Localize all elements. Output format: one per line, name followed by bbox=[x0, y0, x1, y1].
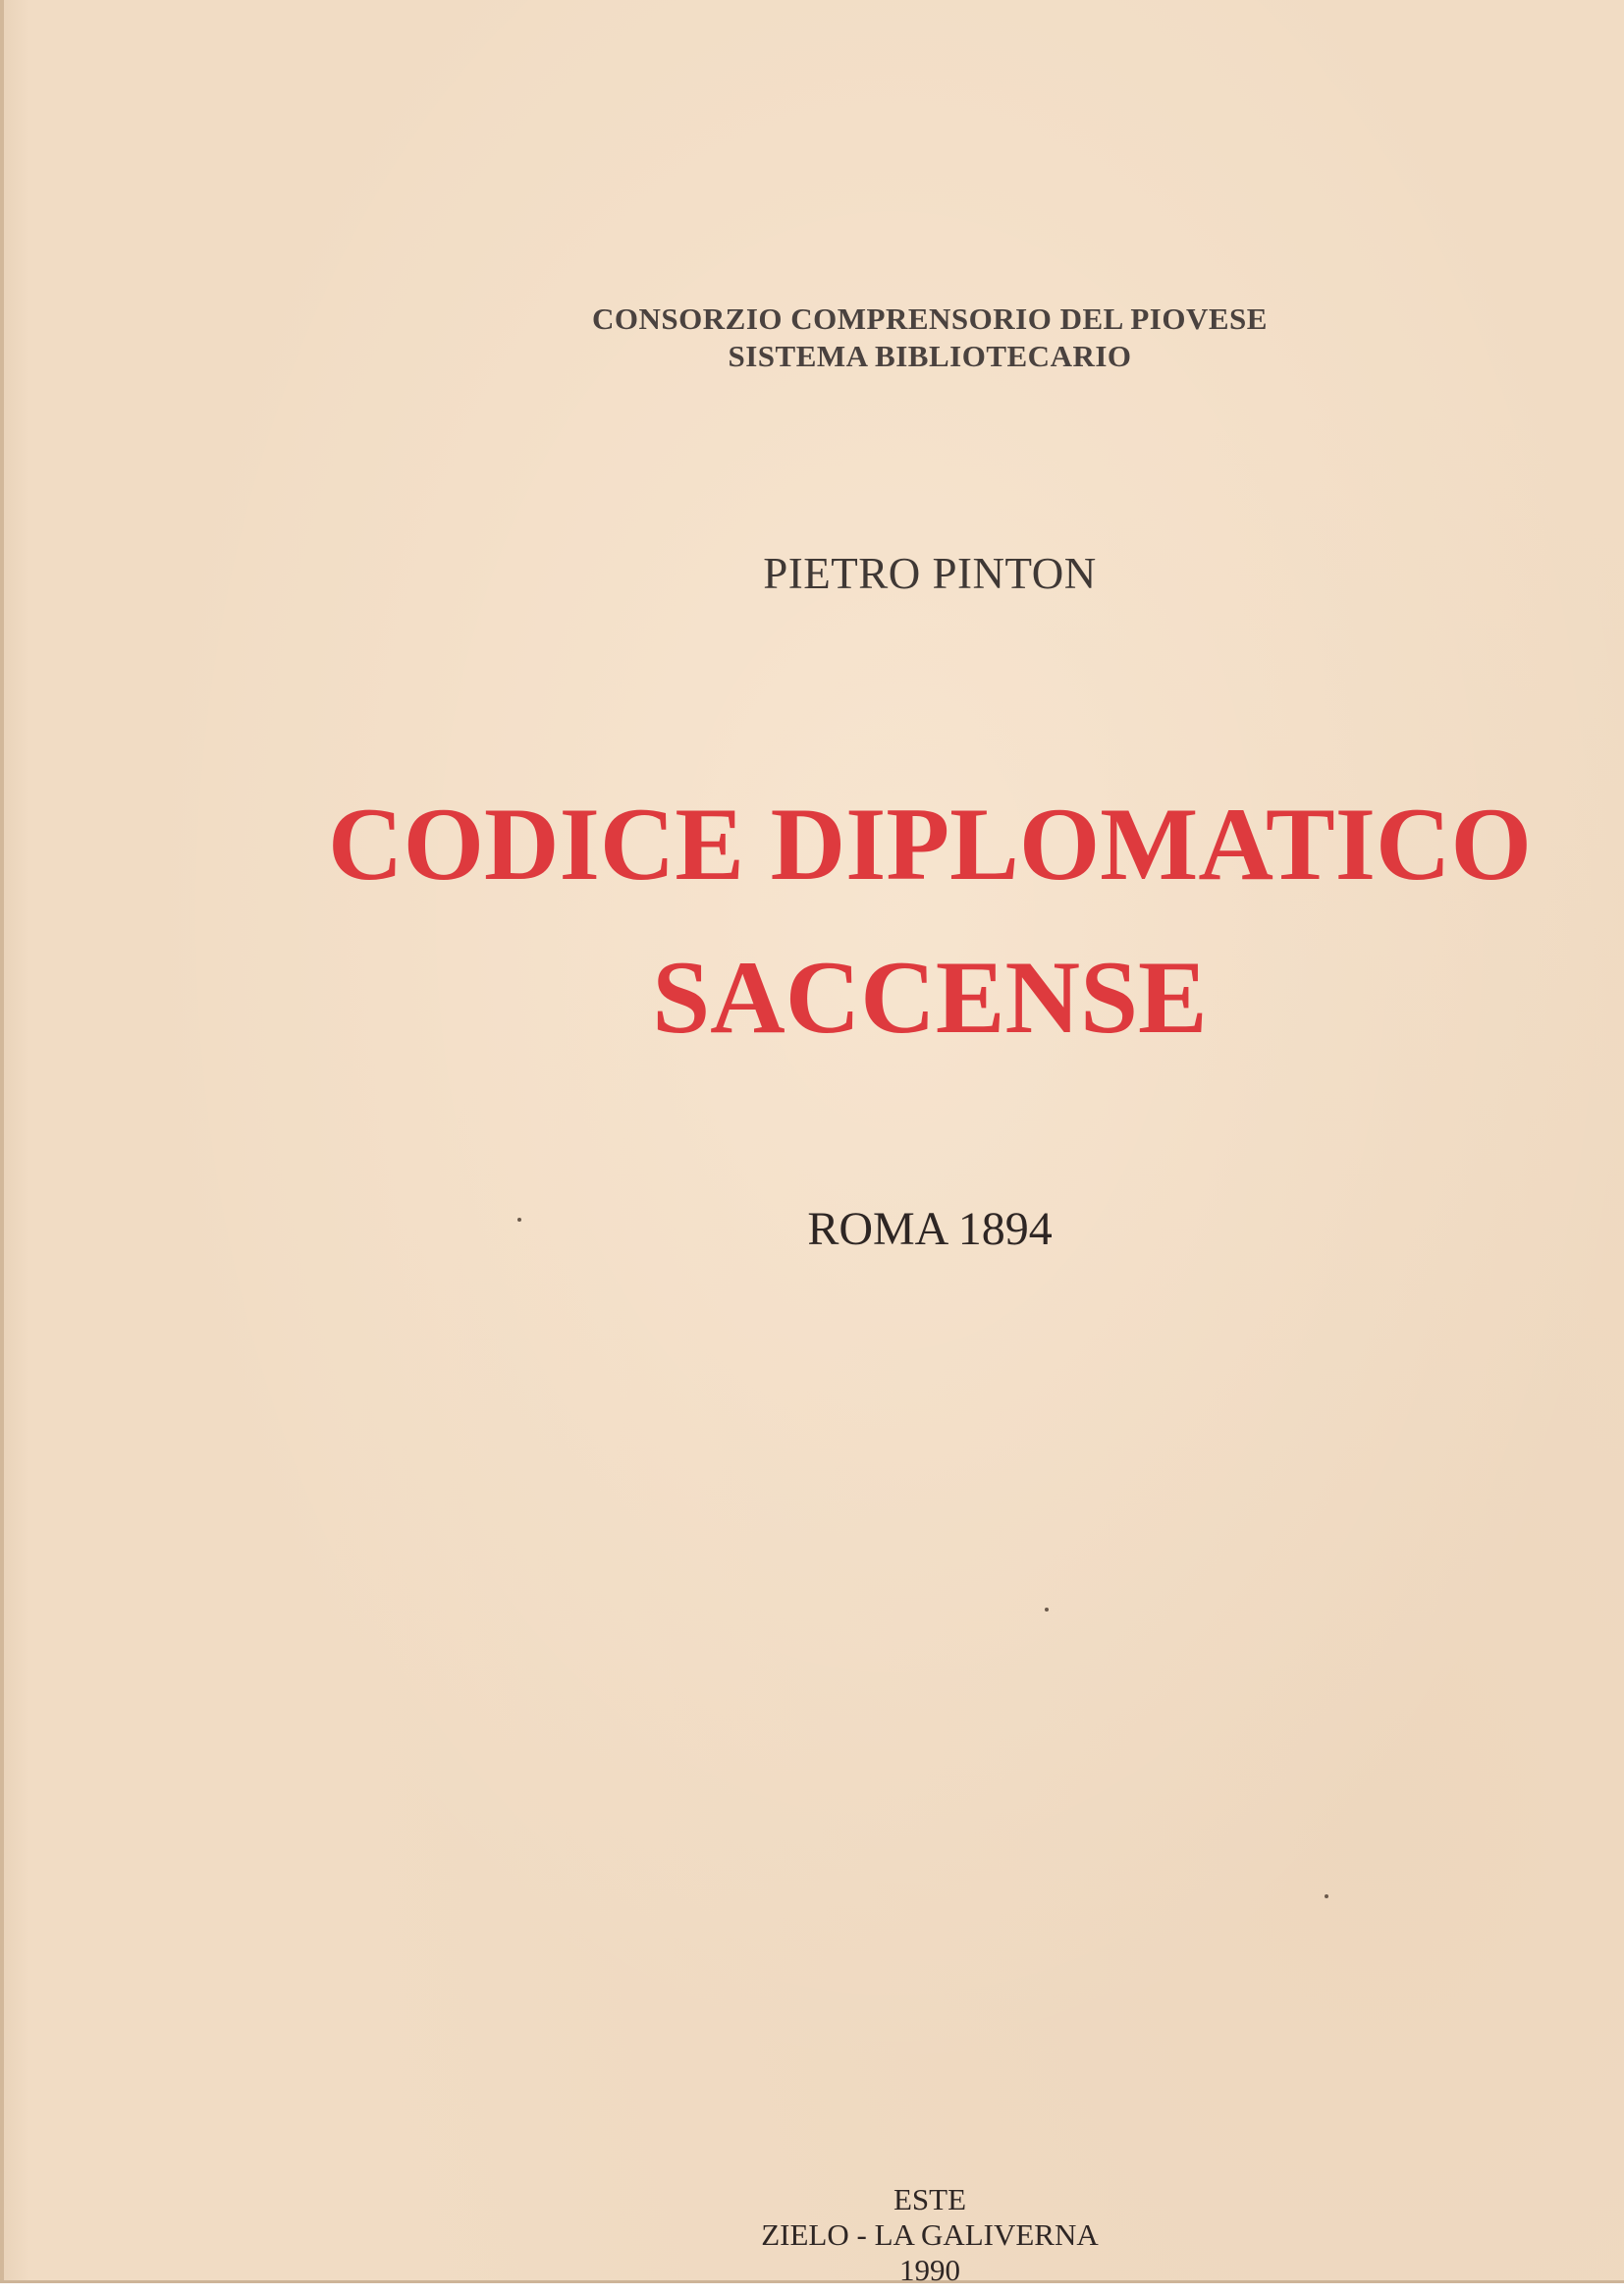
publisher-heading bbox=[118, 301, 1624, 375]
imprint-city: ESTE bbox=[893, 2182, 967, 2216]
imprint bbox=[118, 2182, 1624, 2288]
page-left-edge bbox=[0, 0, 4, 2283]
imprint-year: 1990 bbox=[899, 2253, 960, 2287]
author-name: PIETRO PINTON bbox=[763, 549, 1097, 598]
book-title bbox=[118, 768, 1624, 1074]
publisher-line-2: SISTEMA BIBLIOTECARIO bbox=[728, 339, 1132, 373]
publisher-line-1: CONSORZIO COMPRENSORIO DEL PIOVESE bbox=[592, 301, 1268, 336]
paper-speck bbox=[1045, 1608, 1049, 1612]
title-line-2: SACCENSE bbox=[652, 940, 1208, 1055]
imprint-publisher: ZIELO - LA GALIVERNA bbox=[761, 2217, 1099, 2252]
place-year: ROMA 1894 bbox=[807, 1203, 1053, 1255]
title-line-1: CODICE DIPLOMATICO bbox=[328, 787, 1532, 902]
paper-speck bbox=[517, 1218, 521, 1222]
paper-speck bbox=[1325, 1894, 1328, 1898]
